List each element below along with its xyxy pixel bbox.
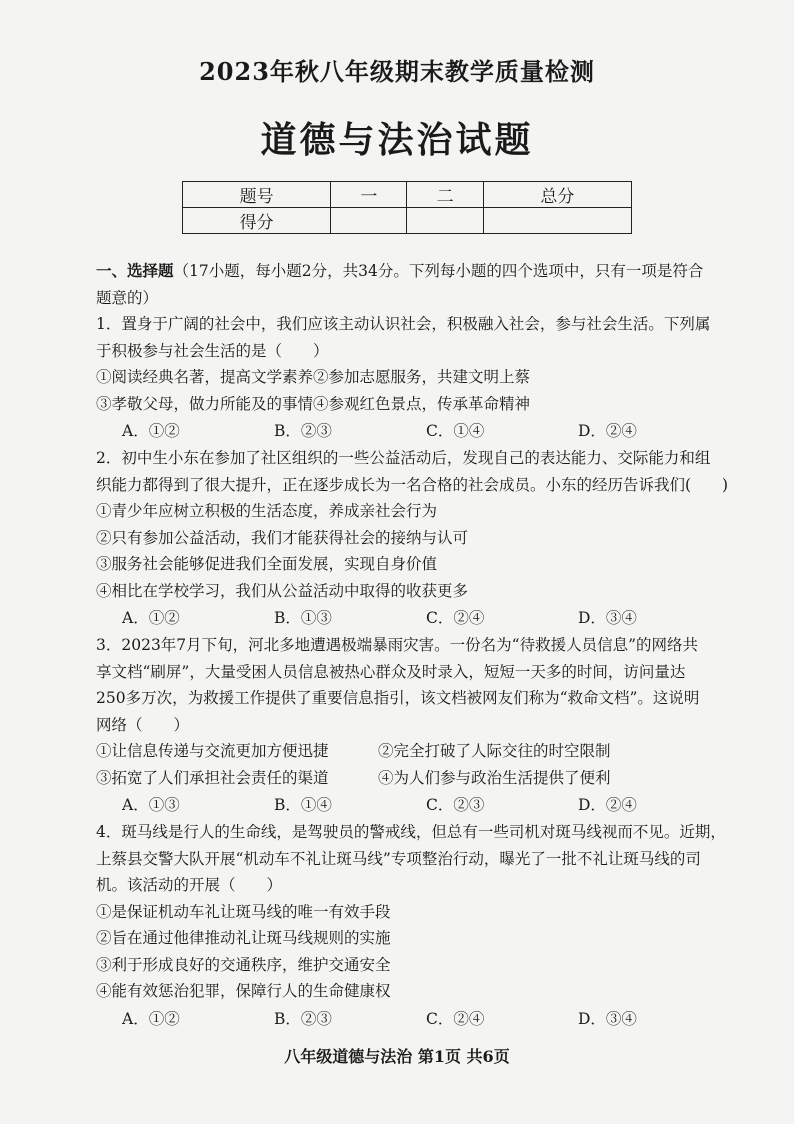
question-4-stem: 机。该活动的开展（ ）: [96, 876, 283, 894]
question-2-stem: 织能力都得到了很大提升，正在逐步成长为一名合格的社会成员。小东的经历告诉我们( ): [96, 475, 729, 494]
score-cell: [483, 208, 631, 234]
question-4-stem: 上蔡县交警大队开展“机动车不礼让斑马线”专项整治行动，曝光了一批不礼让斑马线的司: [96, 849, 701, 868]
score-cell: 一: [331, 182, 407, 208]
question-2-option: ④相比在学校学习，我们从公益活动中取得的收获更多: [96, 581, 469, 600]
section-description-cont: 题意的）: [96, 288, 159, 307]
score-table-score-row: [183, 208, 632, 234]
question-1-option: ①阅读经典名著，提高文学素养②参加志愿服务，共建文明上蔡: [96, 368, 531, 386]
choice-c: C．①④: [426, 422, 485, 440]
choice-a: A．①③: [122, 796, 180, 814]
choice-b: B．②③: [274, 422, 332, 440]
choice-c: C．②④: [426, 1009, 485, 1028]
score-cell: 得分: [183, 208, 331, 234]
question-1-stem: 于积极参与社会生活的是（ ）: [96, 341, 329, 360]
section-heading-line: [96, 258, 732, 285]
question-3-option-pair: [96, 738, 732, 765]
question-1-choices: [96, 417, 732, 445]
question-3-stem: 3．2023年7月下旬，河北多地遭遇极端暴雨灾害。一份名为“待救援人员信息”的网络共: [96, 636, 699, 654]
question-4-option: ③利于形成良好的交通秩序，维护交通安全: [96, 955, 391, 974]
section-description: （17小题，每小题2分，共34分。下列每小题的四个选项中，只有一项是符合: [173, 262, 704, 280]
question-3-option: ④为人们参与政治生活提供了便利: [378, 768, 611, 787]
question-3-stem: 享文档“刷屏”，大量受困人员信息被热心群众及时录入，短短一天多的时间，访问量达: [96, 662, 686, 681]
exam-title: 2023年秋八年级期末教学质量检测: [199, 57, 595, 86]
question-1-option: ③孝敬父母，做力所能及的事情④参观红色景点，传承革命精神: [96, 394, 531, 413]
choice-d: D．②④: [578, 796, 637, 814]
score-cell: [407, 208, 483, 234]
question-4-choices: [96, 1005, 732, 1033]
score-cell: 二: [407, 182, 483, 208]
question-3-option: ③拓宽了人们承担社会责任的渠道: [96, 768, 329, 787]
subject-title: 道德与法治试题: [260, 119, 534, 161]
question-2-option: ③服务社会能够促进我们全面发展，实现自身价值: [96, 555, 438, 573]
question-2-option: ②只有参加公益活动，我们才能获得社会的接纳与认可: [96, 528, 469, 547]
question-4-option: ④能有效惩治犯罪，保障行人的生命健康权: [96, 982, 391, 1000]
question-3-option: ①让信息传递与交流更加方便迅捷: [96, 742, 329, 760]
choice-a: A．①②: [122, 609, 180, 627]
score-cell: [331, 208, 407, 234]
choice-d: D．③④: [578, 609, 637, 627]
question-3-choices: [96, 791, 732, 819]
score-table-header-row: [183, 182, 632, 208]
question-2-choices: [96, 604, 732, 632]
choice-c: C．②④: [426, 609, 485, 627]
question-3-option-pair: [96, 765, 732, 792]
choice-c: C．②③: [426, 796, 485, 814]
choice-b: B．①④: [274, 796, 332, 814]
question-body: [96, 258, 732, 1033]
question-3-stem: 网络（ ）: [96, 715, 190, 734]
question-3-stem: 250多万次，为救援工作提供了重要信息指引，该文档被网友们称为“救命文档”。这说明: [96, 689, 700, 707]
choice-a: A．①②: [122, 422, 180, 440]
choice-b: B．①③: [274, 609, 332, 627]
question-4-option: ②旨在通过他律推动礼让斑马线规则的实施: [96, 929, 391, 947]
choice-b: B．②③: [274, 1009, 332, 1028]
question-4-stem: 4．斑马线是行人的生命线，是驾驶员的警戒线，但总有一些司机对斑马线视而不见。近期，: [96, 823, 726, 841]
choice-d: D．③④: [578, 1009, 637, 1028]
question-4-option: ①是保证机动车礼让斑马线的唯一有效手段: [96, 902, 391, 921]
question-2-option: ①青少年应树立积极的生活态度，养成亲社会行为: [96, 502, 438, 520]
choice-d: D．②④: [578, 422, 637, 440]
score-cell: 总分: [483, 182, 631, 208]
choice-a: A．①②: [122, 1009, 180, 1028]
question-1-stem: 1．置身于广阔的社会中，我们应该主动认识社会，积极融入社会，参与社会生活。下列属: [96, 315, 711, 333]
page-footer: 八年级道德与法治 第1页 共6页: [284, 1047, 510, 1066]
section-heading: 一、选择题: [96, 261, 174, 280]
question-2-stem: 2．初中生小东在参加了社区组织的一些公益活动后，发现自己的表达能力、交际能力和组: [96, 449, 711, 467]
score-table: [182, 181, 632, 234]
score-cell: 题号: [183, 182, 331, 208]
question-3-option: ②完全打破了人际交往的时空限制: [378, 742, 611, 760]
